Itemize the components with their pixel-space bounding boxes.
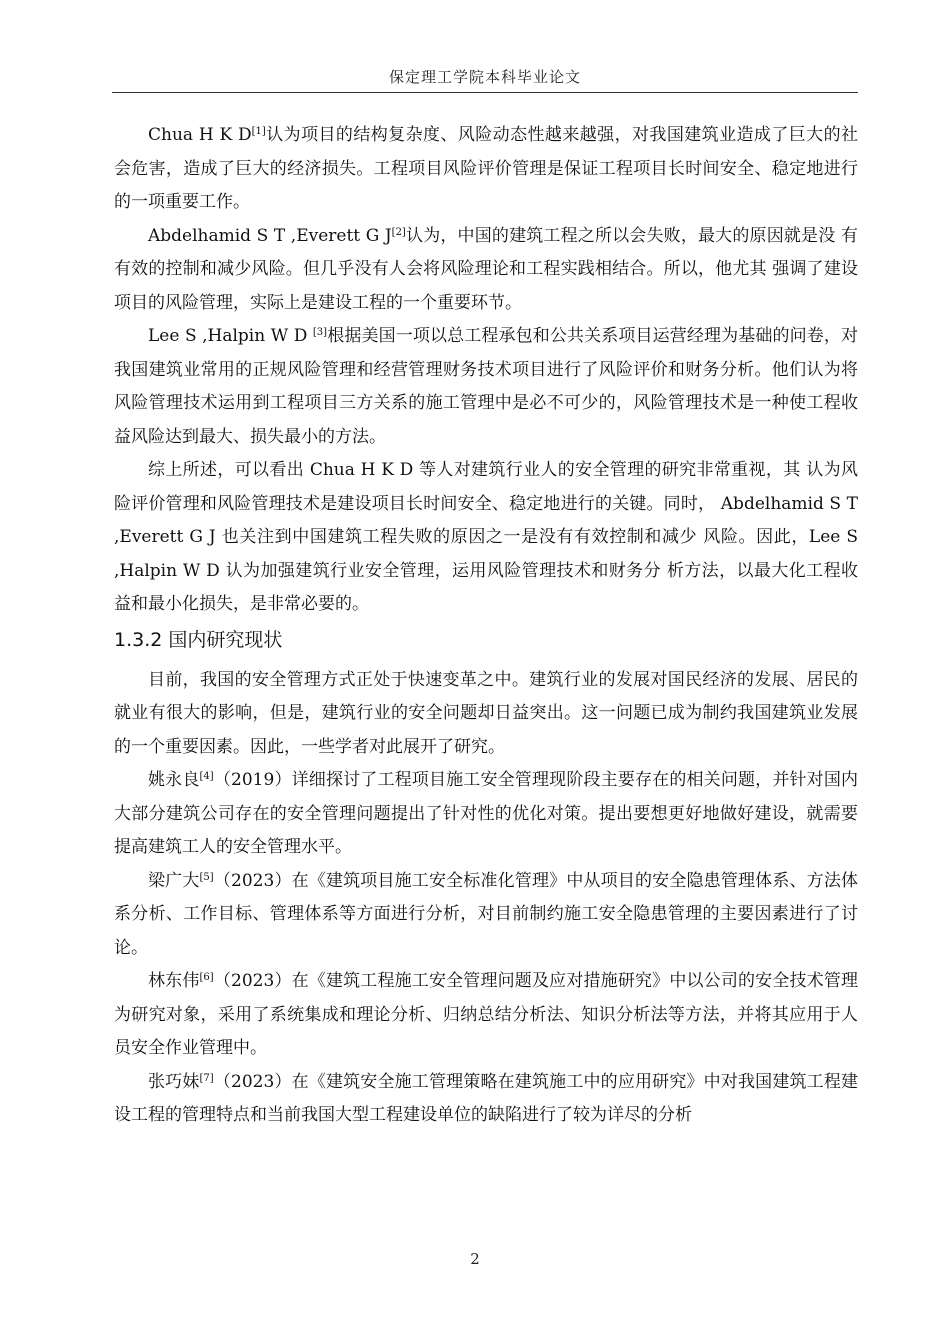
citation-author: 林东伟: [148, 971, 200, 991]
paragraph-9: [114, 1066, 858, 1133]
paragraph-3: [114, 320, 858, 454]
paragraph-1: [114, 119, 858, 220]
citation-author: 梁广大: [148, 870, 200, 891]
paragraph-5: [114, 664, 858, 765]
citation-author: 姚永良: [148, 770, 200, 790]
paragraph-text: 目前，我国的安全管理方式正处于快速变革之中。建筑行业的发展对国民经济的发展、居民的就业有很大的影响，但是，建筑行业的安全问题却日益突出。这一问题已成为制约我国建筑业发展的一个重要因素。因此，一些学者对此展开了研究。: [114, 669, 858, 757]
paragraph-text: （2023）在《建筑项目施工安全标准化管理》中从项目的安全隐患管理体系、方法体系分析、工作目标、管理体系等方面进行分析，对目前制约施工安全隐患管理的主要因素进行了讨论。: [114, 870, 859, 958]
paragraph-text: 认为项目的结构复杂度、风险动态性越来越强，对我国建筑业造成了巨大的社会危害，造成了巨大的经济损失。工程项目风险评价管理是保证工程项目长时间安全、稳定地进行的一项重要工作。: [114, 125, 858, 212]
paragraph-text: 综上所述，可以看出 Chua H K D 等人对建筑行业人的安全管理的研究非常重视，其 认为风险评价管理和风险管理技术是建设项目长时间安全、稳定地进行的关键。同时， Abdelhamid S T ,Everett G J 也关注到中国建筑工程失败的原因之一是没有有效控制和减少 风险。因此，Lee S ,Halpin W D 认为加强建筑行业安全管理，运用风险管理技术和财务分 析方法，以最大化工程收益和最小化损失，是非常必要的。: [114, 460, 858, 614]
citation-ref: [7]: [199, 1072, 214, 1084]
paragraph-8: [114, 965, 858, 1066]
citation-ref: [6]: [199, 972, 214, 983]
citation-ref: [1]: [251, 126, 266, 137]
paragraph-text: （2023）在《建筑工程施工安全管理问题及应对措施研究》中以公司的安全技术管理为研究对象，采用了系统集成和理论分析、归纳总结分析法、知识分析法等方法，并将其应用于人员安全作业管理中。: [114, 971, 859, 1058]
paragraph-text: （2019）详细探讨了工程项目施工安全管理现阶段主要存在的相关问题，并针对国内大部分建筑公司存在的安全管理问题提出了针对性的优化对策。提出要想更好地做好建设，就需要提高建筑工人的安全管理水平。: [114, 770, 859, 857]
paragraph-7: [114, 865, 858, 966]
paragraph-4: [114, 454, 858, 622]
section-heading: 1.3.2 国内研究现状: [114, 628, 283, 651]
paragraph-text: 根据美国一项以总工程承包和公共关系项目运营经理为基础的问卷，对我国建筑业常用的正规风险管理和经营管理财务技术项目进行了风险评价和财务分析。他们认为将风险管理技术运用到工程项目三方关系的施工管理中是必不可少的，风险管理技术是一种使工程收益风险达到最大、损失最小的方法。: [114, 326, 859, 447]
paragraph-2: [114, 220, 858, 321]
citation-ref: [2]: [391, 226, 406, 238]
citation-author: 张巧妹: [148, 1071, 200, 1092]
paragraph-text: 认为，中国的建筑工程之所以会失败，最大的原因就是没 有有效的控制和减少风险。但几乎没有人会将风险理论和工程实践相结合。所以，他尤其 强调了建设项目的风险管理，实际上是建设工程的一个重要环节。: [114, 225, 858, 313]
paragraph-6: [114, 764, 858, 865]
citation-author: Lee S ,Halpin W D: [148, 326, 313, 346]
citation-author: Abdelhamid S T ,Everett G J: [148, 225, 392, 246]
citation-author: Chua H K D: [148, 125, 252, 145]
paragraph-text: （2023）在《建筑安全施工管理策略在建筑施工中的应用研究》中对我国建筑工程建设工程的管理特点和当前我国大型工程建设单位的缺陷进行了较为详尽的分析: [114, 1071, 859, 1125]
page-header: 保定理工学院本科毕业论文: [388, 68, 581, 86]
citation-ref: [4]: [199, 771, 214, 782]
header-rule: [112, 92, 858, 93]
body-content: [114, 119, 858, 1133]
page-number: 2: [470, 1250, 480, 1268]
citation-ref: [5]: [199, 871, 214, 883]
citation-ref: [3]: [312, 327, 328, 338]
